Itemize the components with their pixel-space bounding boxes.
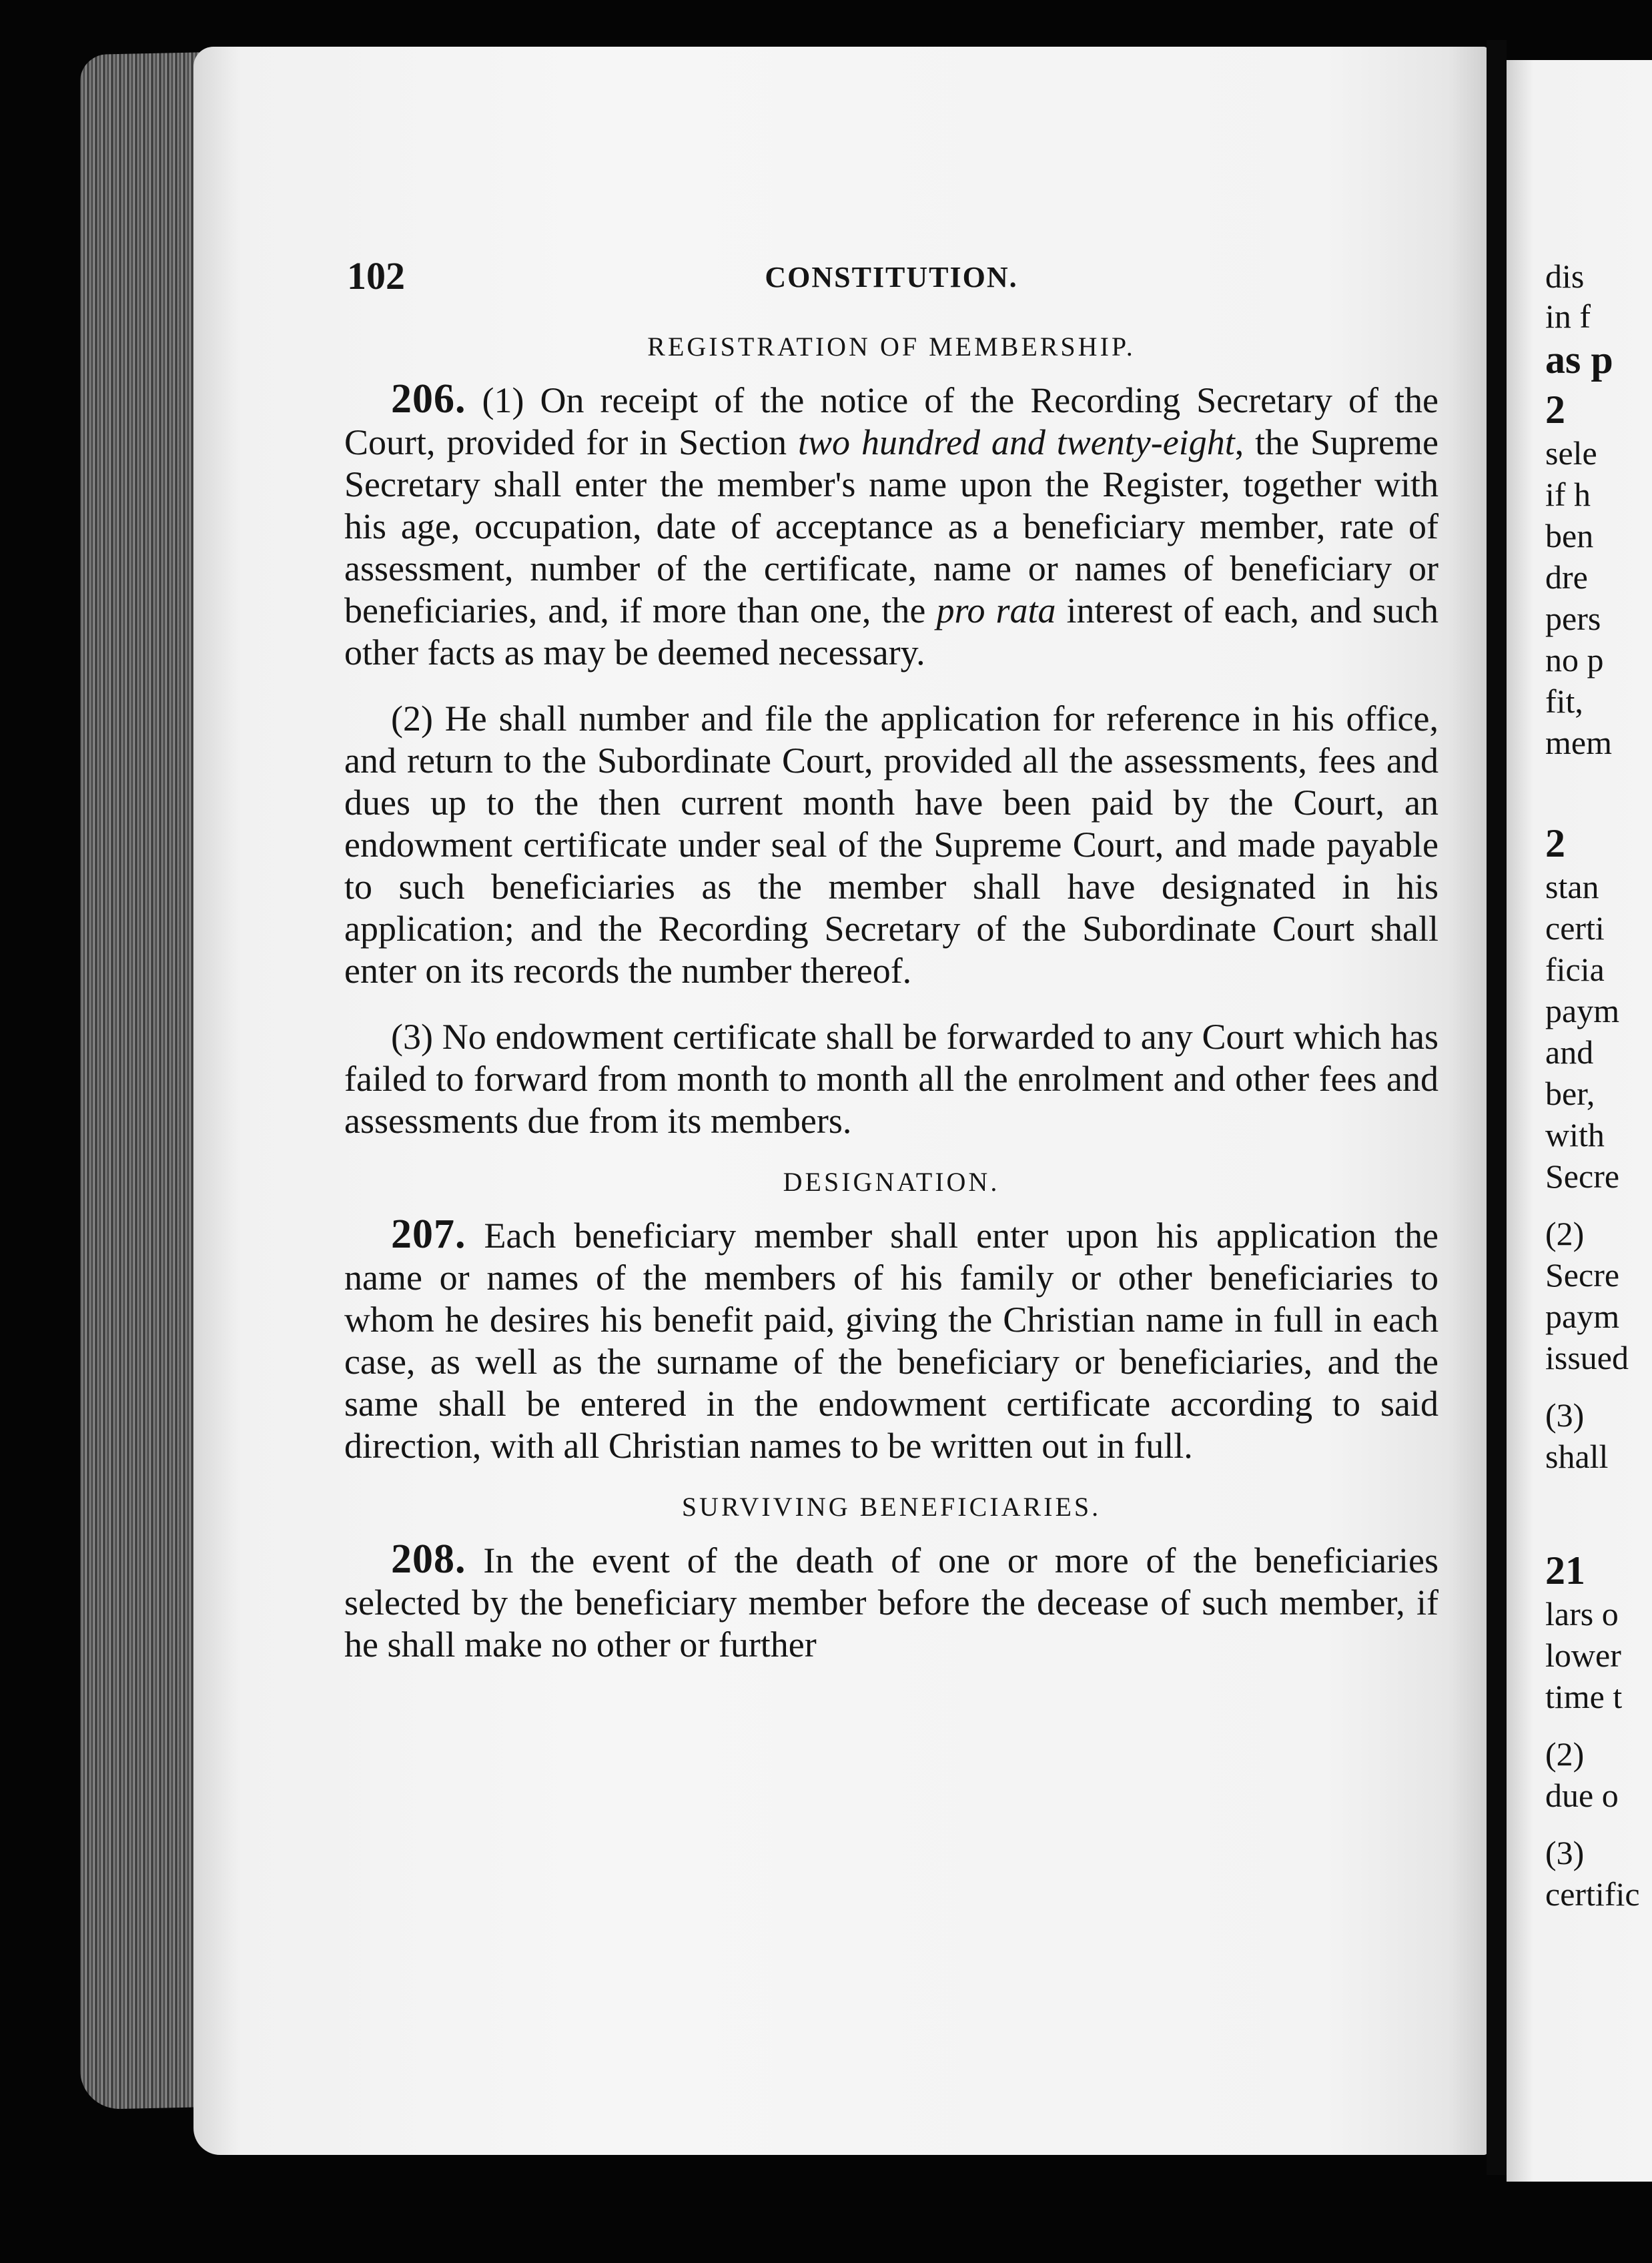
paragraph-text: (1) On receipt of the notice of the Recording Secretary of the Court, provided for in Section: [344, 380, 1439, 462]
page-header: CONSTITUTION.: [765, 261, 1018, 294]
facing-page-line: as p: [1545, 338, 1613, 382]
facing-page-line: issued: [1545, 1339, 1629, 1376]
paragraph-text: , the Supreme Secretary shall enter the member's name upon the Register, together with his age, occupation, date of acceptance as a beneficiary member, rate of assessment, number of the certificate, name or names of beneficiary or beneficiaries, and, if more than one, the: [344, 422, 1438, 630]
section-number-207: 207.: [391, 1212, 466, 1257]
section-206-paragraph-1: [344, 378, 1438, 674]
section-number-208: 208.: [391, 1536, 466, 1582]
facing-page-line: certific: [1545, 1875, 1640, 1913]
facing-page-line: (2): [1545, 1735, 1585, 1773]
facing-page-line: lars o: [1545, 1595, 1619, 1633]
facing-page-line: with: [1545, 1116, 1605, 1154]
section-heading-designation: DESIGNATION.: [783, 1167, 1000, 1197]
facing-page-line: Secre: [1545, 1158, 1620, 1195]
facing-page-line: fit,: [1545, 683, 1583, 720]
running-head: [344, 254, 1438, 307]
facing-page-line: stan: [1545, 868, 1599, 905]
paragraph-text: interest of each, and such other facts as may be deemed necessary.: [344, 590, 1438, 672]
facing-page-line: dis: [1545, 258, 1585, 295]
facing-page-line: dre: [1545, 558, 1588, 596]
section-number-206: 206.: [391, 376, 466, 422]
facing-page-line: 21: [1545, 1548, 1585, 1593]
facing-page-line: (2): [1545, 1215, 1585, 1252]
facing-page-line: no p: [1545, 641, 1604, 678]
facing-page-line: (3): [1545, 1834, 1585, 1871]
facing-page-line: mem: [1545, 724, 1612, 761]
section-heading-surviving-beneficiaries: SURVIVING BENEFICIARIES.: [681, 1492, 1102, 1522]
paragraph-text: Each beneficiary member shall enter upon his application the name or names of the members of his family or other beneficiaries to whom he desires his benefit paid, giving the Christian name in full in each case, as well as the surname of the beneficiary or beneficiaries, and the same shall be entered in the endowment certificate according to said direction, with all Christian names to be written out in full.: [344, 1216, 1438, 1466]
section-heading-registration: REGISTRATION OF MEMBERSHIP.: [647, 332, 1136, 362]
facing-page-line: shall: [1545, 1438, 1609, 1475]
paragraph-italic: pro rata: [936, 590, 1056, 630]
facing-page-line: due o: [1545, 1777, 1619, 1814]
facing-page-line: sele: [1545, 434, 1597, 472]
section-208-paragraph: [344, 1538, 1438, 1666]
facing-page-line: Secre: [1545, 1256, 1620, 1294]
facing-page-line: 2: [1545, 821, 1565, 865]
facing-page-line: and: [1545, 1033, 1594, 1071]
facing-page-line: (3): [1545, 1396, 1585, 1434]
facing-page-line: ber,: [1545, 1075, 1595, 1112]
facing-page-line: certi: [1545, 909, 1605, 947]
facing-page-line: ben: [1545, 517, 1594, 554]
facing-page-line: if h: [1545, 476, 1591, 513]
page-number: 102: [347, 254, 405, 298]
section-206-paragraph-2: (2) He shall number and file the application for reference in his office, and return to the Subordinate Court, provided all the assessments, fees and dues up to the then current month have been paid by the Court, an endowment certificate under seal of the Supreme Court, and made payable to such beneficiaries as the member shall have designated in his application; and the Recording Secretary of the Subordinate Court shall enter on its records the number thereof.: [344, 699, 1438, 991]
facing-page-line: paym: [1545, 1298, 1620, 1335]
facing-page-line: paym: [1545, 992, 1620, 1029]
facing-page-line: ficia: [1545, 951, 1605, 988]
book-gutter: [1487, 40, 1507, 2175]
paragraph-italic: two hundred and twenty-eight: [798, 422, 1235, 462]
paragraph-text: In the event of the death of one or more of the beneficiaries selected by the beneficiary member before the decease of such member, if he shall make no other or further: [344, 1540, 1439, 1665]
facing-page-line: in f: [1545, 298, 1591, 335]
section-206-paragraph-3: (3) No endowment certificate shall be forwarded to any Court which has failed to forward from month to month all the enrolment and other fees and assessments due from its members.: [344, 1017, 1438, 1141]
facing-page-line: 2: [1545, 388, 1565, 432]
facing-page-line: pers: [1545, 600, 1601, 637]
facing-page-line: lower: [1545, 1637, 1621, 1674]
section-207-paragraph: [344, 1214, 1438, 1467]
page-content: [344, 254, 1438, 1666]
facing-page-line: time t: [1545, 1678, 1623, 1715]
